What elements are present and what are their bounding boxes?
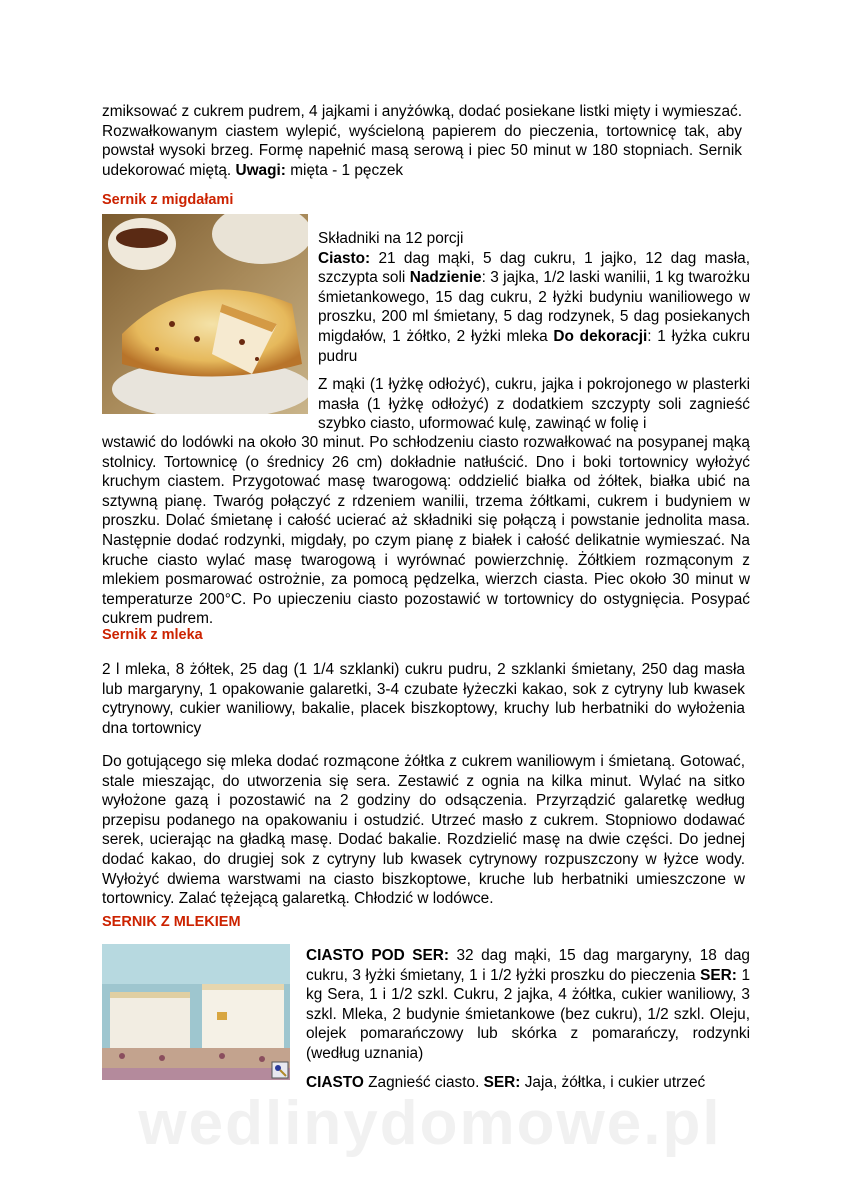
decor-label: Do dekoracji	[553, 327, 648, 345]
notes-text: mięta - 1 pęczek	[290, 161, 404, 179]
filling-label: Nadzienie	[409, 269, 482, 287]
recipe1-title: Sernik z migdałami	[102, 192, 234, 208]
method-dough-label: CIASTO	[306, 1074, 364, 1091]
dough-under-cheese-text: 32 dag mąki, 15 dag margaryny, 18 dag cukru, 3 łyżki śmietany, 1 i 1/2 łyżki proszku do pieczenia	[306, 947, 750, 984]
method-dough-text: Zagnieść ciasto.	[368, 1074, 480, 1091]
recipe3-title: SERNIK Z MLEKIEM	[102, 914, 241, 930]
recipe1-method-wrap: Z mąki (1 łyżkę odłożyć), cukru, jajka i pokrojonego w plasterki masła (1 łyżkę odłożyć) z dodatkiem szczypty soli zagnieść szybko ciasto, uformować kulę, zawinąć w folię i	[318, 376, 750, 433]
cheese-label: SER:	[700, 966, 737, 984]
recipe2-method: Do gotującego się mleka dodać rozmącone żółtka z cukrem waniliowym i śmietaną. Gotować, stale mieszając, do utworzenia się sera. Zestawić z ognia na kilka minut. Wylać na sitko wyłożone gazą i pozostawić na 2 godziny do odsączenia. Przyrządzić galaretkę według przepisu podanego na opakowaniu i ostudzić. Utrzeć masło z cukrem. Stopniowo dodawać serek, ucierając na gładką masę. Dodać bakalie. Rozdzielić masę na dwie części. Do jednej dodać kakao, do drugiej sok z cytryny lub kwasek cytrynowy rozpuszczony w łyżce wody. Wyłożyć dwiema warstwami na ciasto biszkoptowe, kruche lub herbatniki umieszczone w tortownicy. Zalać tężejącą galaretką. Chłodzić w lodówce.	[102, 753, 745, 908]
dough-text: 21 dag mąki, 5 dag cukru, 1 jajko, 12 dag masła, szczypta soli	[318, 249, 750, 287]
cheese-text: 1 kg Sera, 1 i 1/2 szkl. Cukru, 2 jajka, 4 żółtka, cukier waniliowy, 3 szkl. Mleka, 2 budynie śmietankowe (bez cukru), 1/2 szkl. Oleju, olejek pomarańczowy lub skórka z pomarańczy, rodzynki (według uznania)	[306, 966, 750, 1062]
method-cheese-text: Jaja, żółtka, i cukier utrzeć	[524, 1074, 706, 1091]
notes-label: Uwagi:	[235, 161, 286, 179]
recipe1-method-rest: wstawić do lodówki na około 30 minut. Po schłodzeniu ciasto rozwałkować na posypanej mąką stolnicy. Tortownicę (o średnicy 26 cm) dokładnie natłuścić. Dno i boki tortownicy wyłożyć kruchym ciastem. Przygotować masę twarogową: oddzielić białka od żółtek, białka ubić na sztywną pianę. Twaróg połączyć z rdzeniem wanilii, trzema żółtkami, cukrem i budyniem w proszku. Dolać śmietanę i całość ucierać aż składniki się połączą i powstanie jednolita masa. Następnie dodać rodzynki, migdały, po czym pianę z białek i całość delikatnie wymieszać. Na kruche ciasto wylać masę twarogową i wyrównać powierzchnię. Żółtkiem rozmąconym z mlekiem posmarować ostrożnie, za pomocą pędzelka, wierzch ciasta. Piec około 30 minut w temperaturze 200°C. Po upieczeniu ciasto pozostawić w tortownicy do ostygnięcia. Posypać cukrem pudrem.	[102, 434, 750, 628]
intro-paragraph	[102, 102, 742, 180]
recipe3-ingredients	[306, 946, 750, 1064]
watermark: wedlinydomowe.pl	[138, 1089, 722, 1158]
recipe1-ingredients	[318, 229, 750, 366]
portions-text: Składniki na 12 porcji	[318, 230, 464, 247]
recipe1-ingredient-list	[318, 249, 750, 367]
dough-under-cheese-label: CIASTO POD SER:	[306, 947, 449, 964]
cheesecake-milk-photo	[102, 944, 290, 1080]
recipe2-ingredients: 2 l mleka, 8 żółtek, 25 dag (1 1/4 szklanki) cukru pudru, 2 szklanki śmietany, 250 dag masła lub margaryny, 1 opakowanie galaretki, 3-4 czubate łyżeczki kakao, sok z cytryny lub kwasek cytrynowy, cukier waniliowy, bakalie, placek biszkoptowy, kruchy lub herbatniki do wyłożenia dna tortownicy	[102, 661, 745, 737]
decor-text: : 1 łyżka cukru pudru	[318, 327, 750, 365]
intro-text: zmiksować z cukrem pudrem, 4 jajkami i anyżówką, dodać posiekane listki mięty i wymieszać. Rozwałkowanym ciastem wylepić, wyścieloną papierem do pieczenia, tortownicę tak, aby powstał wysoki brzeg. Formę napełnić masą serową i piec 50 minut w 180 stopniach. Sernik udekorować miętą.	[102, 103, 742, 179]
method-cheese-label: SER:	[483, 1074, 521, 1091]
recipe2-title: Sernik z mleka	[102, 627, 203, 643]
cheesecake-almond-photo	[102, 214, 308, 414]
dough-label: Ciasto:	[318, 249, 371, 267]
filling-text: : 3 jajka, 1/2 laski wanilii, 1 kg twarożku śmietankowego, 15 dag cukru, 2 łyżki budyniu waniliowego w proszku, 200 ml śmietany, 5 dag rodzynek, 5 dag posiekanych migdałów, 1 żółtko, 2 łyżki mleka	[318, 269, 751, 345]
